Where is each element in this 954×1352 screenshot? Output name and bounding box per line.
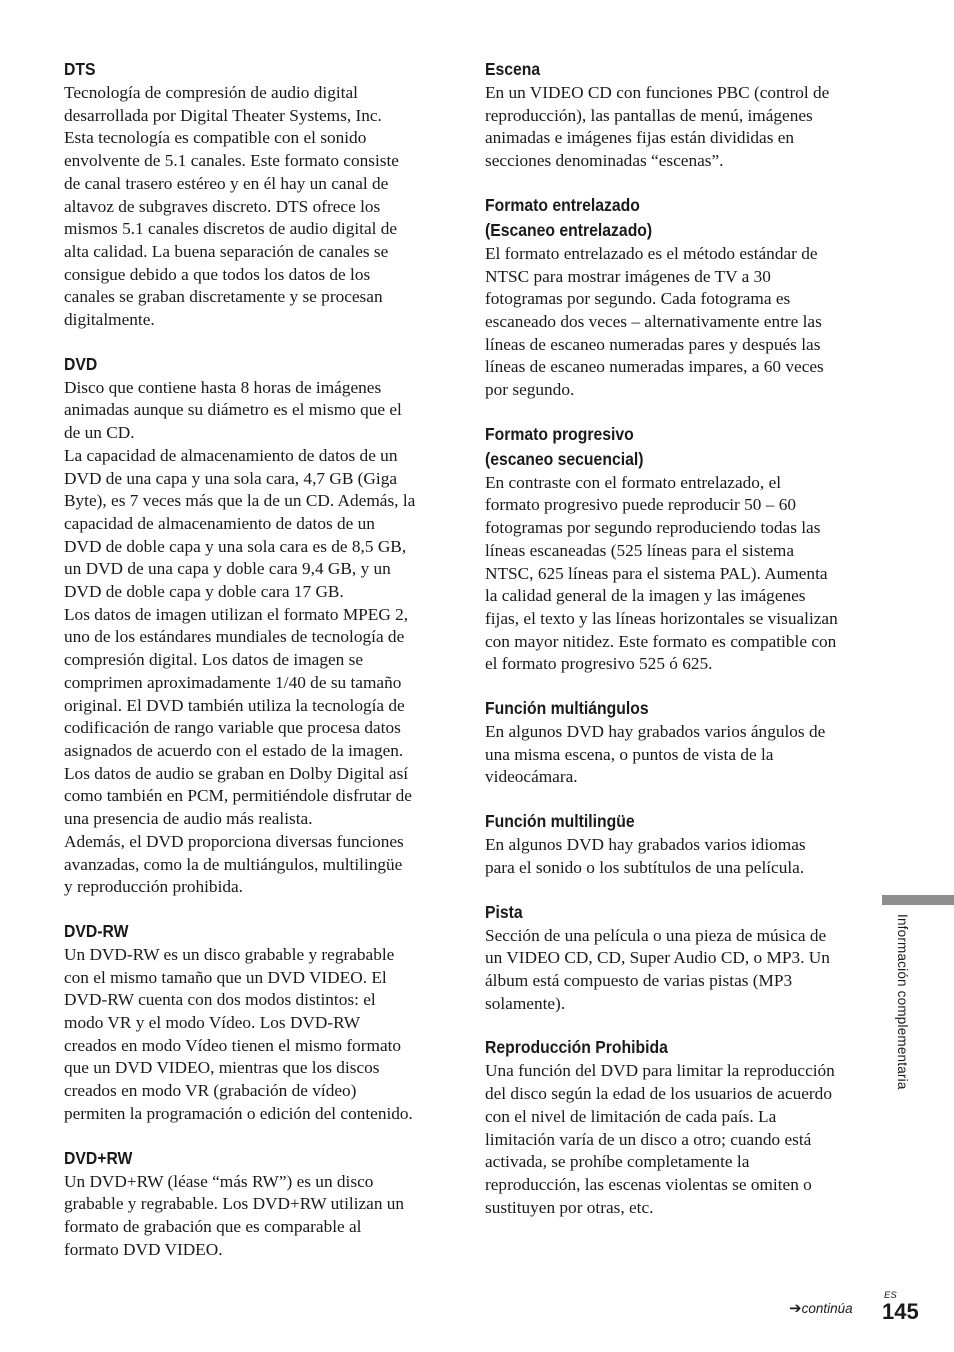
language-code: ES (884, 1290, 897, 1301)
glossary-entry-formato-entrelazado (485, 193, 869, 402)
right-arrow-icon: ➔ (789, 1300, 802, 1317)
glossary-entry-escena (485, 57, 869, 173)
section-tab-marker (882, 895, 954, 905)
term-heading: Función multilingüe (485, 811, 635, 832)
term-definition: Un DVD+RW (léase “más RW”) es un disco grabable y regrabable. Los DVD+RW utilizan un formato de grabación que es comparable al formato DVD VIDEO. (64, 1171, 405, 1259)
term-definition: El formato entrelazado es el método estándar de NTSC para mostrar imágenes de TV a 30 fotogramas por segundo. Cada fotograma es escaneado dos veces – alternativamente entre las líneas de escaneo numeradas pares y después las líneas de escaneo numeradas impares, a 60 veces por segundo. (485, 243, 824, 400)
term-heading: DTS (64, 59, 96, 79)
glossary-entry-formato-progresivo (485, 422, 869, 676)
glossary-entry-multilingue (485, 809, 869, 879)
term-definition: Una función del DVD para limitar la reproducción del disco según la edad de los usuarios de acuerdo con el nivel de limitación de cada país. La limitación varía de un disco a otro; cuando está activada, se prohíbe completamente la reproducción, las escenas violentas se omiten o sustituyen por otras, etc. (485, 1061, 835, 1217)
term-heading: Pista (485, 901, 523, 922)
term-definition: Un DVD-RW es un disco grabable y regrabable con el mismo tamaño que un DVD VIDEO. El DVD-RW cuenta con dos modos distintos: el modo VR y el modo Vídeo. Los DVD-RW creados en modo Vídeo tienen el mismo formato que un DVD VIDEO, mientras que los discos creados en modo VR (grabación de vídeo) permiten la programación o edición del contenido. (64, 944, 413, 1123)
continue-label: continúa (801, 1301, 853, 1316)
glossary-entry-multiangulos (485, 696, 869, 789)
term-heading-subtitle: (Escaneo entrelazado) (485, 219, 653, 240)
term-heading: Formato progresivo (485, 423, 634, 444)
term-heading: DVD (64, 353, 98, 374)
term-heading: Escena (485, 59, 541, 79)
continue-indicator (789, 1299, 853, 1317)
term-heading: DVD+RW (64, 1147, 133, 1168)
term-heading: Función multiángulos (485, 698, 649, 719)
page-number: 145 (882, 1299, 919, 1324)
term-heading: DVD-RW (64, 920, 129, 941)
glossary-entry-reproduccion-prohibida (485, 1035, 869, 1219)
term-definition: En contraste con el formato entrelazado, el formato progresivo puede reproducir 50 – 60 fotogramas por segundo reproduciendo todas las líneas escaneadas (525 líneas para el sistema NTSC, 625 líneas para el sistema PAL). Aumenta la calidad general de la imagen y las imágenes fijas, el texto y las líneas horizontales se visualizan con mayor nitidez. Este formato es compatible con el formato progresivo 525 ó 625. (485, 472, 838, 674)
term-definition: Tecnología de compresión de audio digital desarrollada por Digital Theater Systems, Inc. Esta tecnología es compatible con el sonido envolvente de 5.1 canales. Este formato consiste de canal trasero estéreo y en él hay un canal de altavoz de subgraves discreto. DTS ofrece los mismos 5.1 canales discretos de audio digital de alta calidad. La buena separación de canales se consigue debido a que todos los datos de los canales se graban discretamente y se procesan digitalmente. (64, 83, 399, 330)
term-heading: Formato entrelazado (485, 194, 640, 215)
left-column (64, 57, 454, 1281)
glossary-entry-pista (485, 900, 869, 1016)
right-column (485, 57, 869, 1239)
glossary-entry-dvd-plus-rw (64, 1146, 454, 1262)
term-definition: En algunos DVD hay grabados varios ángulos de una misma escena, o puntos de vista de la videocámara. (485, 722, 826, 787)
glossary-entry-dts (64, 57, 454, 332)
term-heading-subtitle: (escaneo secuencial) (485, 448, 644, 469)
term-definition: Disco que contiene hasta 8 horas de imágenes animadas aunque su diámetro es el mismo que el de un CD. La capacidad de almacenamiento de datos de un DVD de una capa y una sola cara, 4,7 GB (Giga Byte), es 7 veces más que la de un CD. Además, la capacidad de almacenamiento de datos de un DVD de doble capa y una sola cara es de 8,5 GB, un DVD de una capa y doble cara 9,4 GB, y un DVD de doble capa y doble cara 17 GB. Los datos de imagen utilizan el formato MPEG 2, uno de los estándares mundiales de tecnología de compresión digital. Los datos de imagen se comprimen aproximadamente 1/40 de su tamaño original. El DVD también utiliza la tecnología de codificación de rango variable que procesa datos asignados de acuerdo con el estado de la imagen. Los datos de audio se graban en Dolby Digital así como también en PCM, permitiéndole disfrutar de una presencia de audio más realista. Además, el DVD proporciona diversas funciones avanzadas, como la de multiángulos, multilingüe y reproducción prohibida. (64, 377, 416, 897)
term-definition: Sección de una película o una pieza de música de un VIDEO CD, CD, Super Audio CD, o MP3. Un álbum está compuesto de varias pistas (MP3 solamente). (485, 925, 830, 1013)
glossary-entry-dvd-rw (64, 919, 454, 1126)
term-definition: En algunos DVD hay grabados varios idiomas para el sonido o los subtítulos de una película. (485, 835, 806, 877)
section-tab-label: Información complementaria (895, 914, 910, 1090)
term-heading: Reproducción Prohibida (485, 1037, 668, 1058)
term-definition: En un VIDEO CD con funciones PBC (control de reproducción), las pantallas de menú, imágenes animadas e imágenes fijas están divididas en secciones denominadas “escenas”. (485, 83, 830, 171)
glossary-entry-dvd (64, 352, 454, 899)
